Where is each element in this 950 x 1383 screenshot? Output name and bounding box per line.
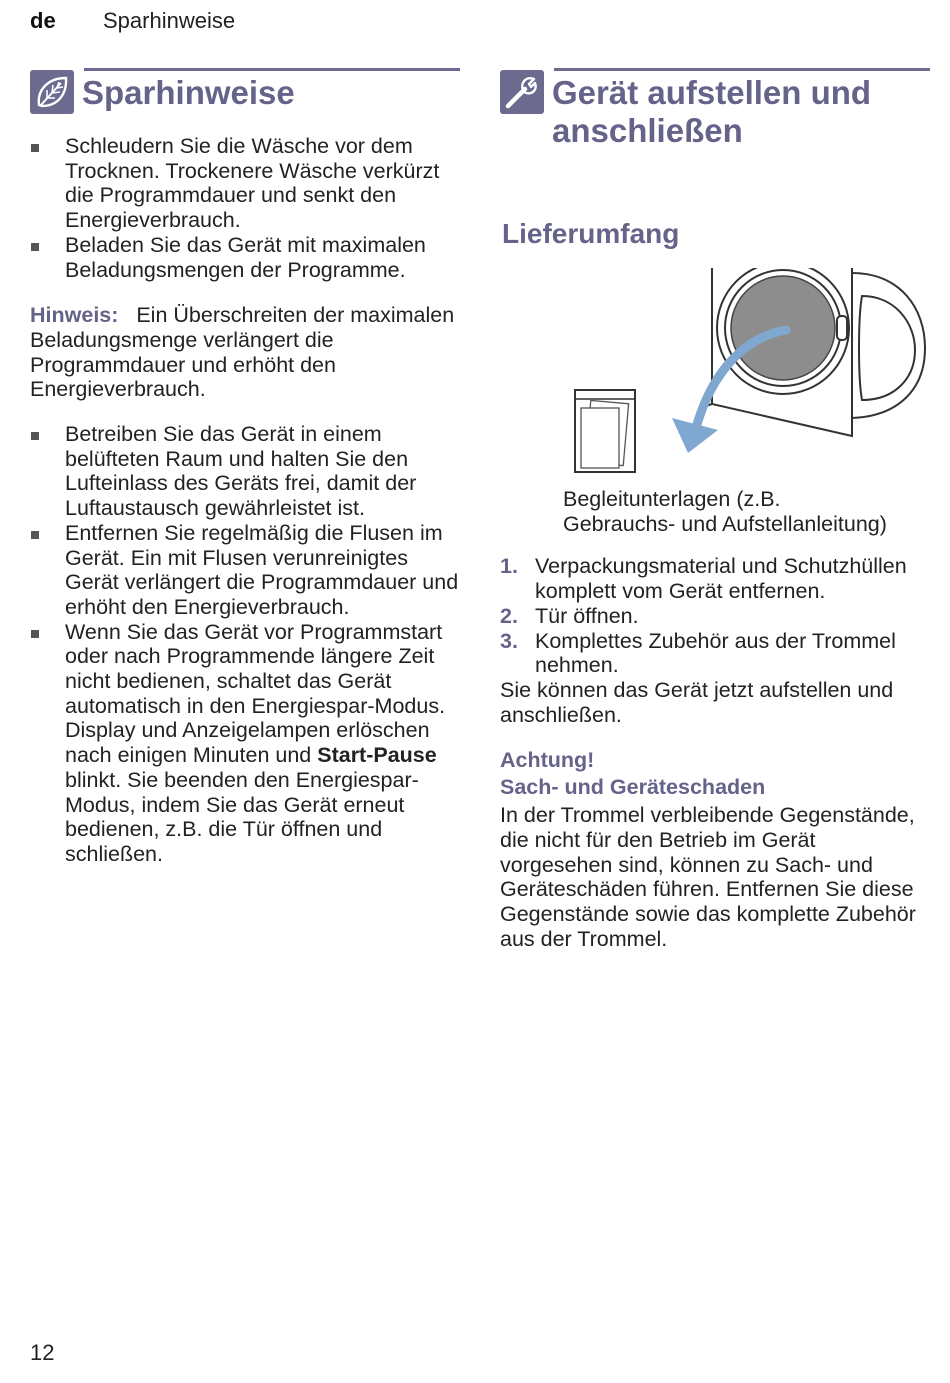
right-column [500, 68, 930, 952]
list-item: Betreiben Sie das Gerät in einem belüfteten Raum und halten Sie den Lufteinlass des Geräts frei, damit der Luftaustausch gewährleistet ist. [30, 422, 460, 521]
step-number: 3. [500, 628, 518, 653]
step-item [500, 604, 930, 629]
warning-subtitle: Sach- und Geräteschaden [500, 775, 766, 800]
dryer-door-with-documents-icon [500, 268, 930, 493]
warning-block [500, 747, 930, 951]
step-item [500, 554, 930, 603]
caption-line: Gebrauchs- und Aufstellanleitung) [563, 511, 887, 536]
tips-list-1 [30, 134, 460, 282]
page-number: 12 [30, 1340, 55, 1365]
section-header-aufstellen [500, 68, 930, 149]
step-number: 2. [500, 603, 518, 628]
note-text: Ein Überschreiten der maximalen Beladungsmenge verlängert die Programmdauer und erhöht den Energieverbrauch. [30, 303, 455, 402]
section-header-sparhinweise [30, 68, 460, 126]
warning-text: In der Trommel verbleibende Gegenstände, die nicht für den Betrieb im Gerät vorgesehen sind, können zu Sach- und Geräteschäden führen. Entfernen Sie diese Gegenstände sowie das komplette Zubehör aus der Trommel. [500, 803, 916, 951]
list-item-text: Wenn Sie das Gerät vor Programmstart oder nach Programmende längere Zeit nicht bedienen, schaltet das Gerät automatisch in den Energiespar-Modus. Display und Anzeigelampen erlöschen nach einigen Minuten und [65, 619, 446, 768]
caption-line: Begleitunterlagen (z.B. [563, 487, 781, 511]
start-pause-label: Start-Pause [317, 743, 437, 768]
list-item: Entfernen Sie regelmäßig die Flusen im Gerät. Ein mit Flusen verunreinigtes Gerät verlängert die Programmdauer und erhöht den Energieverbrauch. [30, 521, 460, 620]
step-text: Komplettes Zubehör aus der Trommel nehmen. [535, 628, 896, 678]
list-item [30, 620, 460, 867]
section-rule [554, 68, 930, 71]
step-item [500, 629, 930, 678]
section-title: Gerät aufstellen und anschließen [552, 74, 872, 149]
warning-title: Achtung! [500, 748, 595, 773]
step-text: Verpackungsmaterial und Schutzhüllen komplett vom Gerät entfernen. [535, 554, 907, 604]
header-section-title: Sparhinweise [103, 8, 236, 33]
list-item-text: blinkt. Sie beenden den Energiespar-Modus, indem Sie das Gerät erneut bedienen, z.B. die Tür öffnen und schließen. [65, 767, 419, 866]
tips-list-2 [30, 422, 460, 867]
left-column [30, 68, 460, 867]
step-number: 1. [500, 554, 518, 579]
section-rule [84, 68, 460, 71]
note-paragraph [30, 303, 460, 402]
note-label: Hinweis: [30, 303, 119, 328]
section-title: Sparhinweise [82, 74, 295, 111]
list-item: Beladen Sie das Gerät mit maximalen Beladungsmengen der Programme. [30, 233, 460, 282]
step-text: Tür öffnen. [535, 603, 639, 628]
illustration-caption [563, 487, 930, 536]
steps-list [500, 554, 930, 678]
header-language: de [30, 8, 56, 33]
list-item: Schleudern Sie die Wäsche vor dem Trocknen. Trockenere Wäsche verkürzt die Programmdauer und senkt den Energieverbrauch. [30, 134, 460, 233]
delivery-illustration [500, 268, 930, 493]
leaf-icon [30, 70, 74, 114]
wrench-icon [500, 70, 544, 114]
after-steps-text: Sie können das Gerät jetzt aufstellen und anschließen. [500, 677, 894, 727]
subsection-title: Lieferumfang [502, 218, 680, 249]
